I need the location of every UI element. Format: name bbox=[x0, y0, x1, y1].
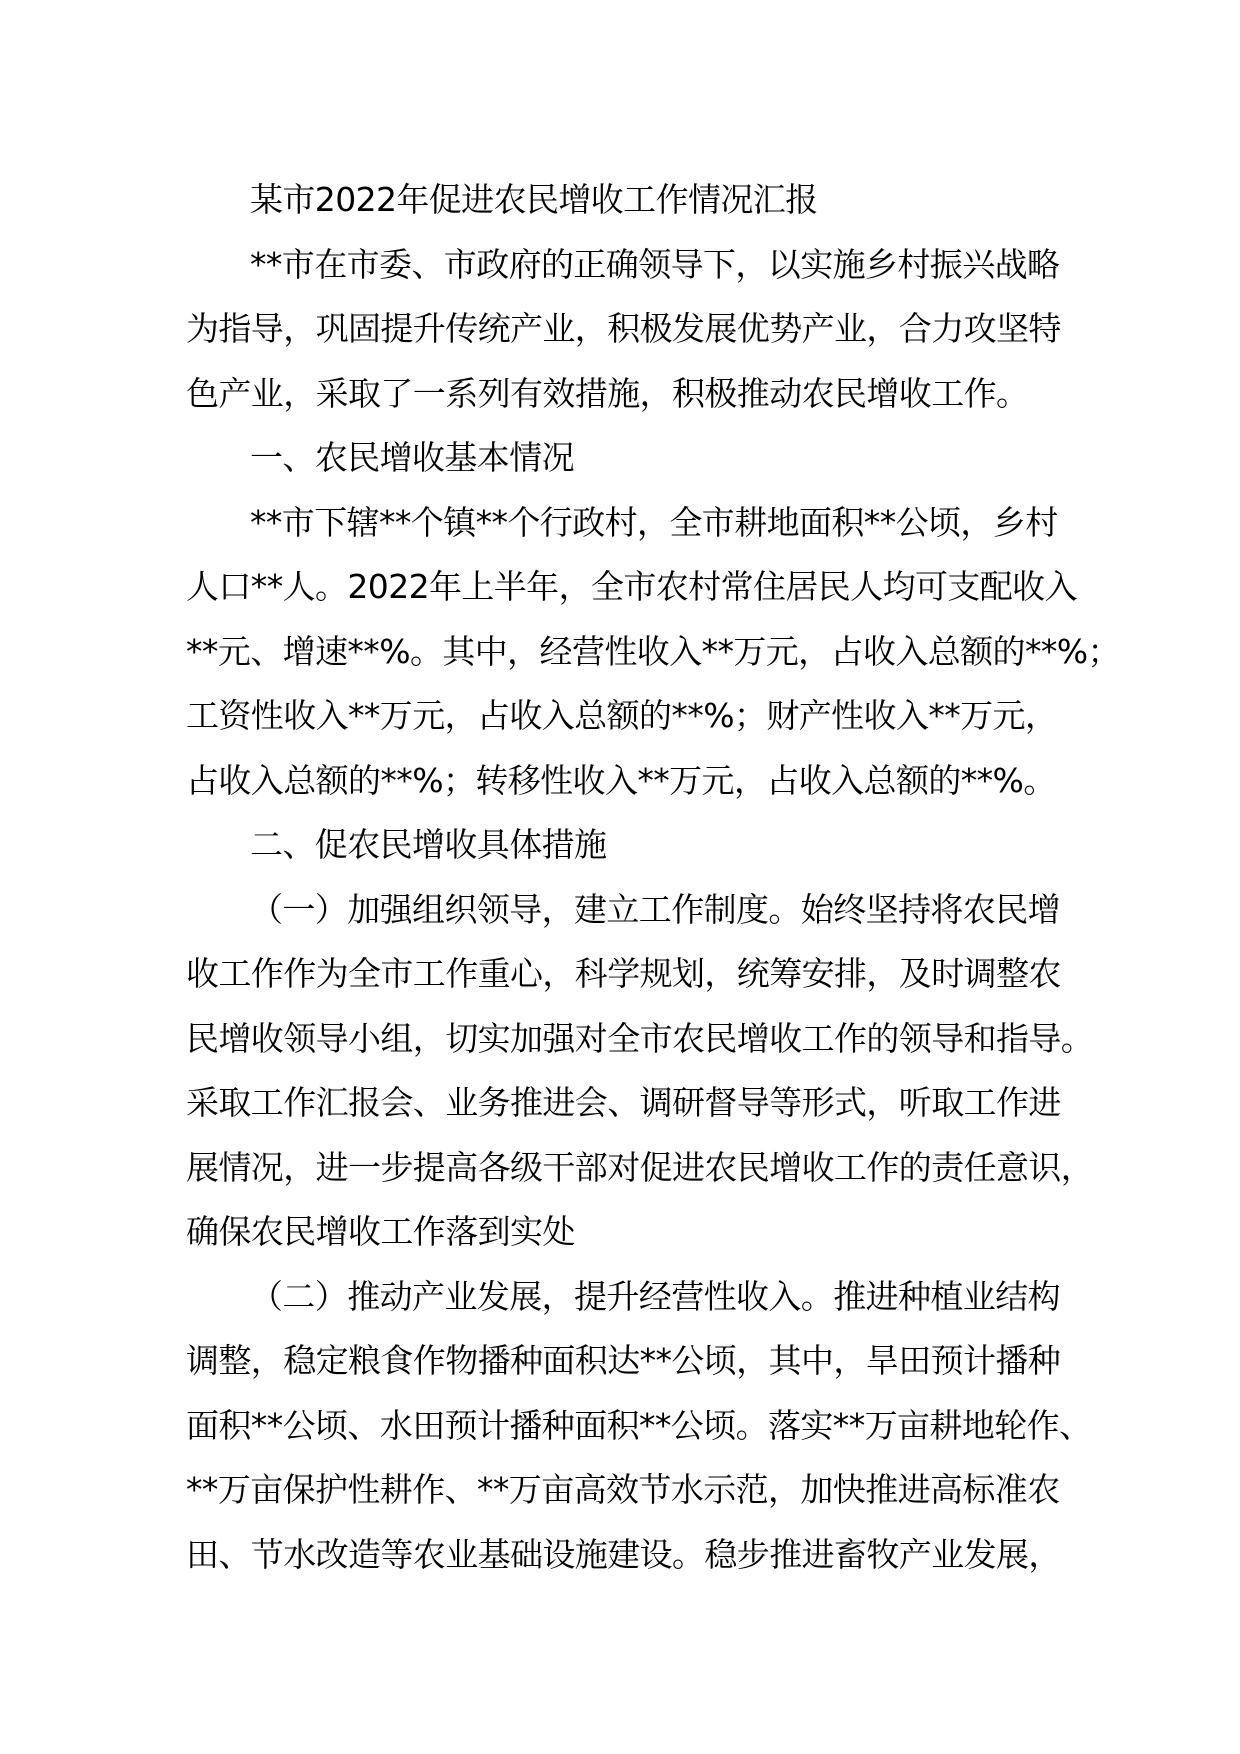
paragraph-line: **万亩保护性耕作、**万亩高效节水示范，加快推进高标准农 bbox=[186, 1470, 1060, 1509]
paragraph-line: （一）加强组织领导，建立工作制度。始终坚持将农民增 bbox=[250, 889, 1061, 929]
paragraph-line: 面积**公顷、水田预计播种面积**公顷。落实**万亩耕地轮作、 bbox=[186, 1405, 1092, 1445]
paragraph-line: **元、增速**%。其中，经营性收入**万元，占收入总额的**%； bbox=[186, 631, 1120, 671]
paragraph-line: 采取工作汇报会、业务推进会、调研督导等形式，听取工作进 bbox=[186, 1083, 1061, 1122]
paragraph-line: 收工作作为全市工作重心，科学规划，统筹安排，及时调整农 bbox=[186, 954, 1061, 993]
paragraph-line: 确保农民增收工作落到实处 bbox=[186, 1212, 575, 1251]
section-heading: 二、促农民增收具体措施 bbox=[250, 825, 607, 864]
paragraph-line: （二）推动产业发展，提升经营性收入。推进种植业结构 bbox=[250, 1276, 1061, 1316]
paragraph-line: **市下辖**个镇**个行政村，全市耕地面积**公顷，乡村 bbox=[250, 502, 1058, 542]
paragraph-line: **市在市委、市政府的正确领导下，以实施乡村振兴战略 bbox=[250, 244, 1060, 284]
paragraph-line: 为指导，巩固提升传统产业，积极发展优势产业，合力攻坚特 bbox=[186, 309, 1061, 348]
paragraph-line: 色产业，采取了一系列有效措施，积极推动农民增收工作。 bbox=[186, 373, 1029, 413]
document-title: 某市2022年促进农民增收工作情况汇报 bbox=[250, 180, 818, 219]
document-body bbox=[186, 168, 1120, 1587]
paragraph-line: 田、节水改造等农业基础设施建设。稳步推进畜牧产业发展， bbox=[186, 1534, 1061, 1574]
paragraph-line: 占收入总额的**%；转移性收入**万元，占收入总额的**%。 bbox=[186, 760, 1056, 800]
paragraph-line: 调整，稳定粮食作物播种面积达**公顷，其中，旱田预计播种 bbox=[186, 1341, 1061, 1380]
paragraph-line: 民增收领导小组，切实加强对全市农民增收工作的领导和指导。 bbox=[186, 1018, 1094, 1058]
paragraph-line: 人口**人。2022年上半年，全市农村常住居民人均可支配收入 bbox=[186, 567, 1077, 606]
paragraph-line: 工资性收入**万元，占收入总额的**%；财产性收入**万元， bbox=[186, 696, 1058, 735]
paragraph-line: 展情况，进一步提高各级干部对促进农民增收工作的责任意识， bbox=[186, 1147, 1094, 1187]
section-heading: 一、农民增收基本情况 bbox=[250, 438, 575, 477]
